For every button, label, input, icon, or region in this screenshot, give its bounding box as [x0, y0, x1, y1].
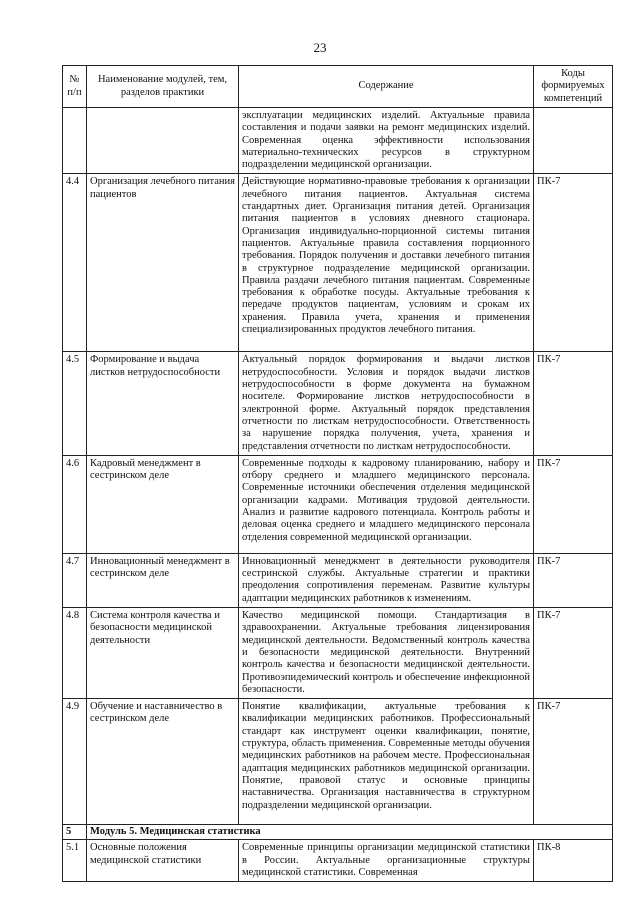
module-title: Модуль 5. Медицинская статистика [87, 825, 613, 840]
row-competency-code: ПК-7 [534, 455, 613, 553]
header-content: Содержание [239, 66, 534, 108]
row-number: 4.8 [63, 608, 87, 699]
table-row [63, 174, 613, 352]
row-topic: Основные положения медицинской статистики [87, 840, 239, 882]
row-content: Инновационный менеджмент в деятельности руководителя сестринской службы. Актуальные стратегии и практики преодоления сопротивления переменам. Развитие культуры адаптации медицинских работников к изменениям. [239, 553, 534, 607]
table-row [63, 553, 613, 607]
table-row [63, 840, 613, 882]
row-content: Современные принципы организации медицинской статистики в России. Актуальные организационные структуры медицинской статистики. Современная [239, 840, 534, 882]
module-header-row [63, 825, 613, 840]
row-topic: Инновационный менеджмент в сестринском деле [87, 553, 239, 607]
row-number: 4.4 [63, 174, 87, 352]
row-content: Понятие квалификации, актуальные требования к квалификации медицинских работников. Профессиональный стандарт как инструмент оценки квалификации, понятие, структура, область применения. Современные методы обучения медицинских работников на рабочем месте. Профессиональная адаптация медицинских работников медицинской организации. Понятие, правовой статус и основные принципы наставничества. Организация наставничества в структурном подразделении медицинской организации. [239, 699, 534, 825]
row-competency-code: ПК-7 [534, 553, 613, 607]
row-number: 4.6 [63, 455, 87, 553]
row-competency-code: ПК-8 [534, 840, 613, 882]
table-row [63, 608, 613, 699]
table-row [63, 352, 613, 455]
row-topic: Обучение и наставничество в сестринском деле [87, 699, 239, 825]
row-content: эксплуатации медицинских изделий. Актуальные правила составления и подачи заявки на ремонт медицинских изделий. Современная оценка эффективности использования материально-технических ресурсов в структурном подразделении медицинской организации. [239, 108, 534, 174]
row-topic: Система контроля качества и безопасности медицинской деятельности [87, 608, 239, 699]
row-competency-code: ПК-7 [534, 352, 613, 455]
table-row-continuation [63, 108, 613, 174]
table-header-row [63, 66, 613, 108]
row-competency-code: ПК-7 [534, 699, 613, 825]
row-content: Качество медицинской помощи. Стандартизация в здравоохранении. Актуальные требования лицензирования медицинской деятельности. Ведомственный контроль качества и безопасности медицинской деятельности. Внутренний контроль качества и безопасности медицинской деятельности. Противоэпидемический контроль и обеспечение инфекционной безопасности. [239, 608, 534, 699]
module-number: 5 [63, 825, 87, 840]
row-content: Современные подходы к кадровому планированию, набору и отбору среднего и младшего медицинского персонала. Современные источники обеспечения отделения медицинской организации кадрами. Мотивация трудовой деятельности. Анализ и развитие кадрового потенциала. Контроль работы и деловая оценка среднего и младшего медицинского персонала отделения современной медицинской организации. [239, 455, 534, 553]
row-content: Действующие нормативно-правовые требования к организации лечебного питания пациентов. Актуальная система стандартных диет. Организация питания детей. Организация питания пациентов в условиях дневного стационара. Организация индивидуально-порционной системы питания пациентов. Актуальные правила составления порционного требования. Порядок получения и доставки лечебного питания в структурное подразделение медицинской организации. Правила раздачи лечебного питания пациентам. Современные требования к обработке посуды. Актуальные требования к передаче продуктов пациентам, условиям и срокам их хранения. Правила учета, хранения и применения специализированных продуктов лечебного питания. [239, 174, 534, 352]
row-topic: Кадровый менеджмент в сестринском деле [87, 455, 239, 553]
row-number: 4.7 [63, 553, 87, 607]
row-number: 5.1 [63, 840, 87, 882]
table-row [63, 455, 613, 553]
row-competency-code: ПК-7 [534, 608, 613, 699]
page-number: 23 [313, 40, 327, 55]
row-content: Актуальный порядок формирования и выдачи листков нетрудоспособности. Условия и порядок выдачи листков нетрудоспособности в форме документа на бумажном носителе. Формирование листков нетрудоспособности в электронной форме. Актуальный порядок представления отчетности по листкам нетрудоспособности. Ответственность за нарушение порядка получения, учета, хранения и представления отчетности по листкам нетрудоспособности. [239, 352, 534, 455]
table-row [63, 699, 613, 825]
header-num: № п/п [63, 66, 87, 108]
row-number: 4.5 [63, 352, 87, 455]
row-competency-code: ПК-7 [534, 174, 613, 352]
header-codes: Коды формируемых компетенций [534, 66, 613, 108]
row-topic: Формирование и выдача листков нетрудоспособности [87, 352, 239, 455]
row-number: 4.9 [63, 699, 87, 825]
row-topic: Организация лечебного питания пациентов [87, 174, 239, 352]
header-name: Наименование модулей, тем, разделов практики [87, 66, 239, 108]
curriculum-table [62, 65, 613, 882]
